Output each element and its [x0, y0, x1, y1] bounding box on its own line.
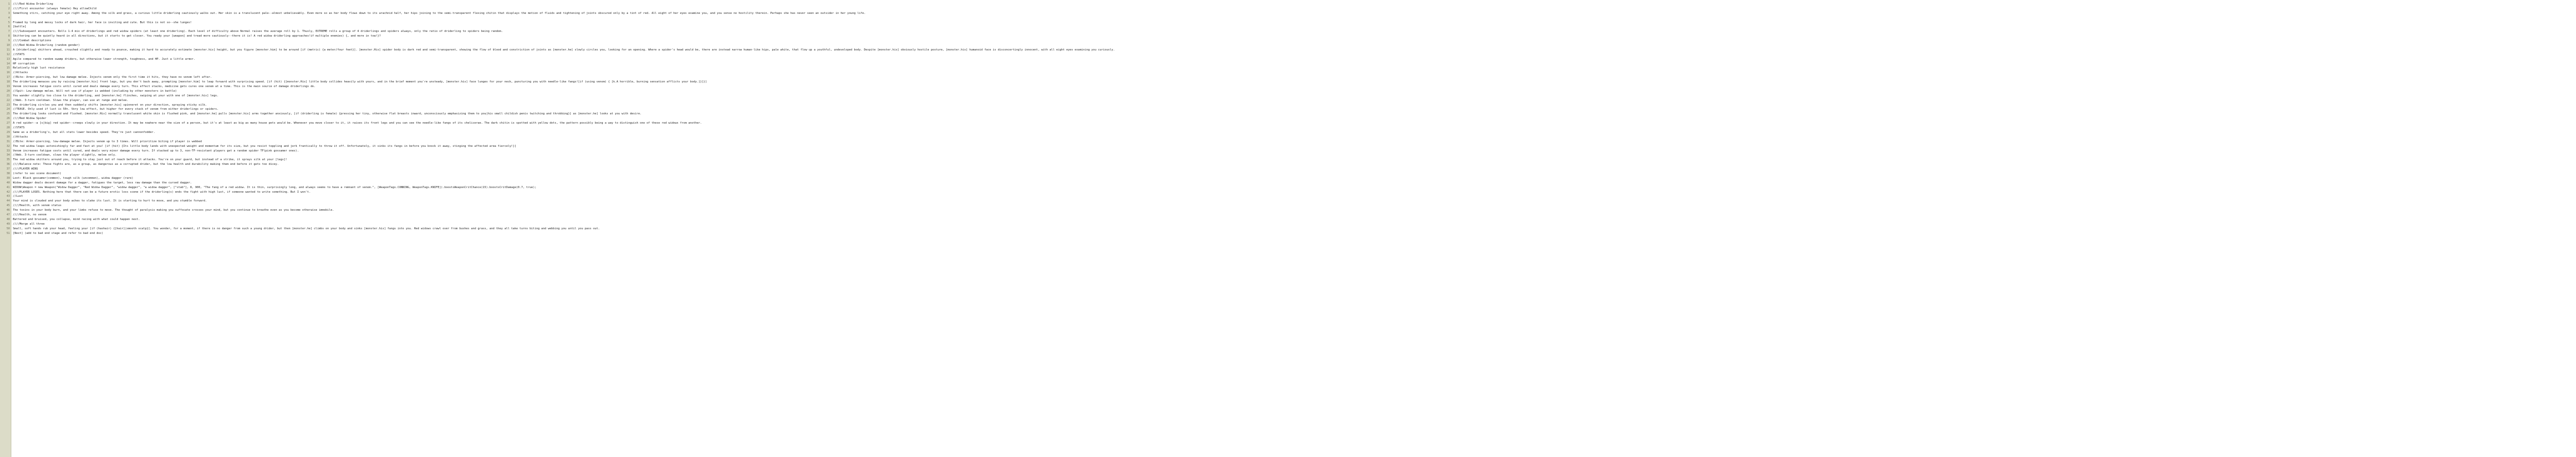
- line-number: 3: [8, 11, 10, 15]
- line-text[interactable]: ////Subsequent encounters. Rolls 1-4 mix of driderlings and red widow spiders (at least one driderling). Each level of difficulty above Normal raises the average roll by 1. Thusly, EXTREME rolls a group of 4 driderlings and spiders always, only the ratio of driderling to spiders being random.: [13, 30, 503, 33]
- line-text[interactable]: [Next] (add to bad end stage and refer to bad end doc): [13, 231, 104, 235]
- line-number: 41: [6, 185, 10, 189]
- line-number: 11: [6, 48, 10, 52]
- line-text[interactable]: Battered and bruised, you collapse, mind racing with what could happen next.: [13, 217, 140, 221]
- line-number: 51: [6, 231, 10, 235]
- line-number: 30: [6, 135, 10, 139]
- line-text[interactable]: Skittering can be quietly heard in all directions, but it starts to get closer. You ready your [weapon] and tread more cautiously--there it is! A red widow driderling approaches!if multiple enemies) {, and more in tow!}?: [13, 35, 381, 38]
- editor-line[interactable]: [0, 48, 2576, 53]
- editor-line[interactable]: [0, 194, 2576, 199]
- line-number: 27: [6, 122, 10, 125]
- line-number: 17: [6, 76, 10, 79]
- line-number: 2: [8, 7, 10, 10]
- editor-line[interactable]: [0, 21, 2576, 25]
- editor-line[interactable]: [0, 39, 2576, 43]
- line-text[interactable]: //TEASE. Only used if lust is 50+. Very low effect, but higher for every stack of venom from either driderlings or spiders.: [13, 108, 219, 111]
- line-text[interactable]: ////Health, no venom: [13, 213, 46, 216]
- line-text[interactable]: WIDOW\Weapon = new Weapon("Widow Dagger", "Red Widow Dagger", "widow dagger", "a widow dagger", ["stab"], 8, 900, "The fang of a red widow. It is thin, surprisingly long, and always seems to have a remnant of venom.", [WeaponTags.CUNNING, WeaponTags.KNIFE]).boostsWeaponCritChance(15).boostsCritDamage(0.7, true);: [13, 185, 536, 189]
- line-text[interactable]: //Attacks: [13, 135, 28, 139]
- line-text[interactable]: The toxins in your body burn, and your limbs refuse to move. The thought of paralysis making you suffocate crosses your mind, but you continue to breathe even as you become otherwise immobile.: [13, 209, 334, 212]
- line-text[interactable]: Same as a driderling's, but all stats lower besides speed. They're just cannonfodder.: [13, 130, 155, 134]
- editor-line[interactable]: [0, 149, 2576, 154]
- line-number: 50: [6, 227, 10, 230]
- line-number: 45: [6, 204, 10, 208]
- line-number: 23: [6, 103, 10, 107]
- editor-line[interactable]: [0, 7, 2576, 11]
- line-number: 35: [6, 158, 10, 162]
- editor-line[interactable]: [0, 84, 2576, 89]
- editor-line[interactable]: [0, 62, 2576, 66]
- line-number: 18: [6, 80, 10, 84]
- line-number: 19: [6, 85, 10, 89]
- editor-line[interactable]: [0, 176, 2576, 181]
- line-text[interactable]: Agile compared to random swamp driders, but otherwise lower strength, toughness, and HP. Just a little armor.: [13, 57, 195, 61]
- editor-line[interactable]: [0, 204, 2576, 208]
- line-text[interactable]: //Spit: Low-damage melee. Will not use if player is webbed (including by other monsters in battle): [13, 89, 177, 93]
- editor-line[interactable]: [0, 94, 2576, 98]
- line-text[interactable]: The driderling menaces you by raising [monster.his] front legs, but you don't back away, prompting [monster.him] to leap forward with surprising speed. [if (hit) {[monster.His] little body collides heavily with yours, and in the brief moment you're unsteady, [monster.his] face lunges for your neck, puncturing you with needle-like fangs![if (using venom) { [k.A horrible, burning sensation afflicts your body.]}]}]: [13, 80, 707, 84]
- editor-line[interactable]: [0, 181, 2576, 185]
- line-number: 32: [6, 144, 10, 148]
- line-number: 48: [6, 217, 10, 221]
- line-number: 22: [6, 98, 10, 102]
- line-text[interactable]: ////Red Widow Driderling (random gender): [13, 44, 80, 47]
- line-text[interactable]: Loot: Black gossamer(common), tough silk (uncommon), widow dagger (rare): [13, 176, 133, 180]
- line-text[interactable]: Your mind is clouded and your body aches to slake its lust. It is starting to hurt to move, and you stumble forward.: [13, 199, 207, 203]
- line-number: 4: [8, 16, 10, 20]
- line-text[interactable]: Venom increases fatigue costs until cured, and deals very minor damage every turn. If stacked up to 3, non-TF-resistant players get a random spider TF(pink gossamer ones).: [13, 149, 299, 153]
- editor-line[interactable]: [0, 98, 2576, 103]
- line-text[interactable]: //Lust: [13, 195, 23, 198]
- line-text[interactable]: Framed by long and messy locks of dark hair, her face is inviting and cute. But this is not so--she lunges!: [13, 21, 192, 24]
- line-text[interactable]: Something stirs, catching your eye right away. Among the silk and grass, a curious little driderling cautiously walks out. Her skin is a translucent pale--almost unbelievably. Even more so as her body flows down to its arachnid half, her hips joining to the semi-transparent flexing chitin that displays the motion of fluids and tightening of joints obscured only by a tint of red. All eight of her eyes examine you, and you sense no hostility therein. Perhaps she has never seen an outsider in her young life.: [13, 11, 866, 15]
- editor-line[interactable]: [0, 126, 2576, 130]
- line-text[interactable]: ////Combat descriptions: [13, 39, 52, 43]
- line-text[interactable]: The red widow leaps astonishingly far and fast at you! [if (hit) {Its little body lands with unexpected weight and momentum for its size, but you resist toppling and jerk frantically to throw it off. Unfortunately, it sinks its fangs in before you knock it away, stinging the affected area fiercely!}]: [13, 144, 516, 148]
- line-text[interactable]: [battle]: [13, 25, 26, 29]
- line-number: 16: [6, 71, 10, 75]
- line-number: 49: [6, 222, 10, 226]
- line-text[interactable]: The red widow skitters around you, trying to stay just out of reach before it attacks. You're on your guard, but instead of a strike, it sprays silk at your [legs]!: [13, 158, 287, 162]
- line-text[interactable]: The driderling circles you and then suddenly shifts [monster.his] spinneret on your direction, spraying sticky silk.: [13, 103, 207, 107]
- line-text[interactable]: //STATS: [13, 53, 25, 56]
- line-text[interactable]: //Web. 3-turn cooldown, slows the player slightly, melee only.: [13, 154, 117, 157]
- editor-line[interactable]: [0, 75, 2576, 80]
- line-text[interactable]: //Web. 3-turn cooldown. Slows the player, can use at range and melee.: [13, 98, 128, 102]
- line-number: 37: [6, 167, 10, 171]
- editor-line[interactable]: [0, 135, 2576, 140]
- line-text[interactable]: Widow dagger deals decent damage for a dagger, fatigues the target, less raw damage than the cursed dagger.: [13, 181, 192, 184]
- editor-line[interactable]: [0, 162, 2576, 167]
- editor-line[interactable]: [0, 213, 2576, 217]
- editor-line[interactable]: [0, 34, 2576, 39]
- editor-line[interactable]: [0, 199, 2576, 204]
- line-text[interactable]: //Bite: Armor-piercing, low-damage melee. Injects venom up to 3 times. Will prioritize biting if player is webbed: [13, 140, 202, 143]
- line-text[interactable]: ////PLAYER LOSES. Nothing here that there can be a future erotic loss scene if the driderling(s) ends the fight with high lust, if someone wanted to write something. But I won't.: [13, 190, 311, 194]
- editor-line[interactable]: [0, 71, 2576, 75]
- line-number: 46: [6, 209, 10, 212]
- line-number: 25: [6, 112, 10, 116]
- line-number: 13: [6, 57, 10, 61]
- line-text[interactable]: //STATS: [13, 126, 25, 130]
- editor-line[interactable]: [0, 103, 2576, 108]
- line-number: 15: [6, 66, 10, 70]
- line-text[interactable]: A [driderling] skitters ahead, crouched slightly and ready to pounce, making it hard to accurately estimate [monster.his] height, but you figure [monster.him] to be around [if (metric) {a meter/four feet}]. [monster.His] spider body is dark red and semi-transparent, showing the flow of blood and constriction of joints as [monster.he] slowly circles you, looking for an opening. Where a spider's head would be, there are instead narrow human-like hips, pale white, that flow up a youthful, undeveloped body. Despite [monster.his] obviously hostile posture, [monster.his] humanoid face is disconcertingly innocent, with all eight eyes examining you curiously.: [13, 48, 1115, 52]
- line-text[interactable]: Relatively high lust resistance: [13, 66, 65, 70]
- editor-line[interactable]: [0, 112, 2576, 116]
- line-text[interactable]: ////PLAYER WINS: [13, 167, 38, 171]
- editor-line[interactable]: [0, 116, 2576, 121]
- line-text[interactable]: Venom increases fatigue costs until cured and deals damage every turn. This effect stacks, medicine gets cures one venom at a time. This is the main source of damage driderlings do.: [13, 85, 316, 89]
- line-text[interactable]: You wander slightly too close to the driderling, and [monster.he] flinches, swiping at your with one of [monster.his] legs.: [13, 94, 219, 97]
- line-text[interactable]: ////Red Widow Spider: [13, 117, 46, 121]
- editor-line[interactable]: [0, 144, 2576, 149]
- line-number: 10: [6, 44, 10, 47]
- editor-line[interactable]: [0, 130, 2576, 135]
- line-number: 31: [6, 140, 10, 143]
- line-number: 36: [6, 163, 10, 166]
- line-number: 44: [6, 199, 10, 203]
- line-number: 38: [6, 172, 10, 175]
- line-number: 6: [8, 25, 10, 29]
- editor-line[interactable]: [0, 57, 2576, 62]
- editor-line[interactable]: [0, 231, 2576, 236]
- editor-line[interactable]: [0, 185, 2576, 190]
- line-number: 20: [6, 89, 10, 93]
- line-text[interactable]: ////First encounter (always female) Hey allowChild: [13, 7, 97, 10]
- line-number: 40: [6, 181, 10, 184]
- line-text[interactable]: //Bite: Armor-piercing, but low damage melee. Injects venom only the first time it hits, they have no venom left after.: [13, 76, 212, 79]
- editor-line[interactable]: [0, 227, 2576, 231]
- line-number: 43: [6, 195, 10, 198]
- line-number: 34: [6, 154, 10, 157]
- line-number: 12: [6, 53, 10, 56]
- editor-line[interactable]: [0, 53, 2576, 57]
- line-number: 26: [6, 117, 10, 121]
- line-text[interactable]: Small, soft hands rub your head, feeling your [if (hashair) {[hair]|smooth scalp}]. You wonder, for a moment, if there is no danger from such a young drider, but then [monster.he] climbs on your body and sinks [monster.his] fangs into you. Red widows crawl over from bushes and grass, and they all take turns biting and webbing you until you pass out.: [13, 227, 600, 230]
- editor-line[interactable]: [0, 158, 2576, 162]
- line-text[interactable]: ////Red Widow Driderling: [13, 3, 53, 6]
- line-number: 8: [8, 35, 10, 38]
- editor-line[interactable]: [0, 190, 2576, 195]
- editor-line[interactable]: [0, 80, 2576, 84]
- line-number: 28: [6, 126, 10, 130]
- line-text[interactable]: ////Merge all three: [13, 222, 45, 226]
- line-number: 9: [8, 39, 10, 43]
- editor-line[interactable]: [0, 16, 2576, 21]
- editor-line[interactable]: [0, 167, 2576, 172]
- editor-line[interactable]: [0, 153, 2576, 158]
- line-number: 29: [6, 130, 10, 134]
- line-number: 33: [6, 149, 10, 153]
- editor-line[interactable]: [0, 25, 2576, 29]
- line-number: 24: [6, 108, 10, 111]
- editor-line[interactable]: [0, 2, 2576, 7]
- editor-line[interactable]: [0, 89, 2576, 94]
- line-text[interactable]: HP corruption: [13, 62, 35, 65]
- line-text[interactable]: (refer to sex scene document): [13, 172, 62, 175]
- line-number: 39: [6, 176, 10, 180]
- line-text[interactable]: A red spider--a [s|big] red spider--creeps slowly in your direction. It may be nowhere near the size of a person, but it's at least as big as many house pets would be. Whenever you move closer to it, it raises its front legs and you can see the needle-like fangs of its chelicerae. The dark chitin is spotted with yellow dots, the pattern possibly being a way to distinguish one of these red widows from another.: [13, 122, 702, 125]
- editor-lines: [0, 2, 2576, 235]
- editor-line[interactable]: [0, 140, 2576, 144]
- line-number: 1: [8, 3, 10, 6]
- editor-line[interactable]: [0, 121, 2576, 126]
- line-text[interactable]: ////Health, with venom status: [13, 204, 62, 208]
- editor-line[interactable]: [0, 11, 2576, 16]
- editor-line[interactable]: [0, 66, 2576, 71]
- line-number: 7: [8, 30, 10, 33]
- line-text[interactable]: The driderling looks confused and flushed. [monster.His] normally translucent white skin is flushed pink, and [monster.he] pulls [monster.his] arms together anxiously, [if (driderling is female) {pressing her tiny, otherwise flat breasts inward, unconsciously emphasizing them to you|his small childish penis twitching and throbbing}] as [monster.he] looks at you with desire.: [13, 112, 642, 116]
- line-text[interactable]: ////Balance note: These fights are, as a group, as dangerous as a corrupted drider, but the low health and durability making them end before it gets too dicey.: [13, 163, 279, 166]
- editor-line[interactable]: [0, 29, 2576, 34]
- editor-line[interactable]: [0, 208, 2576, 213]
- line-number: 14: [6, 62, 10, 65]
- line-number: 21: [6, 94, 10, 97]
- editor-line[interactable]: [0, 222, 2576, 227]
- line-number: 5: [8, 21, 10, 24]
- line-number: 47: [6, 213, 10, 216]
- editor-line[interactable]: [0, 43, 2576, 48]
- editor-line[interactable]: [0, 107, 2576, 112]
- editor-line[interactable]: [0, 217, 2576, 222]
- line-text[interactable]: //Attacks: [13, 71, 28, 75]
- editor-line[interactable]: [0, 172, 2576, 176]
- line-number: 42: [6, 190, 10, 194]
